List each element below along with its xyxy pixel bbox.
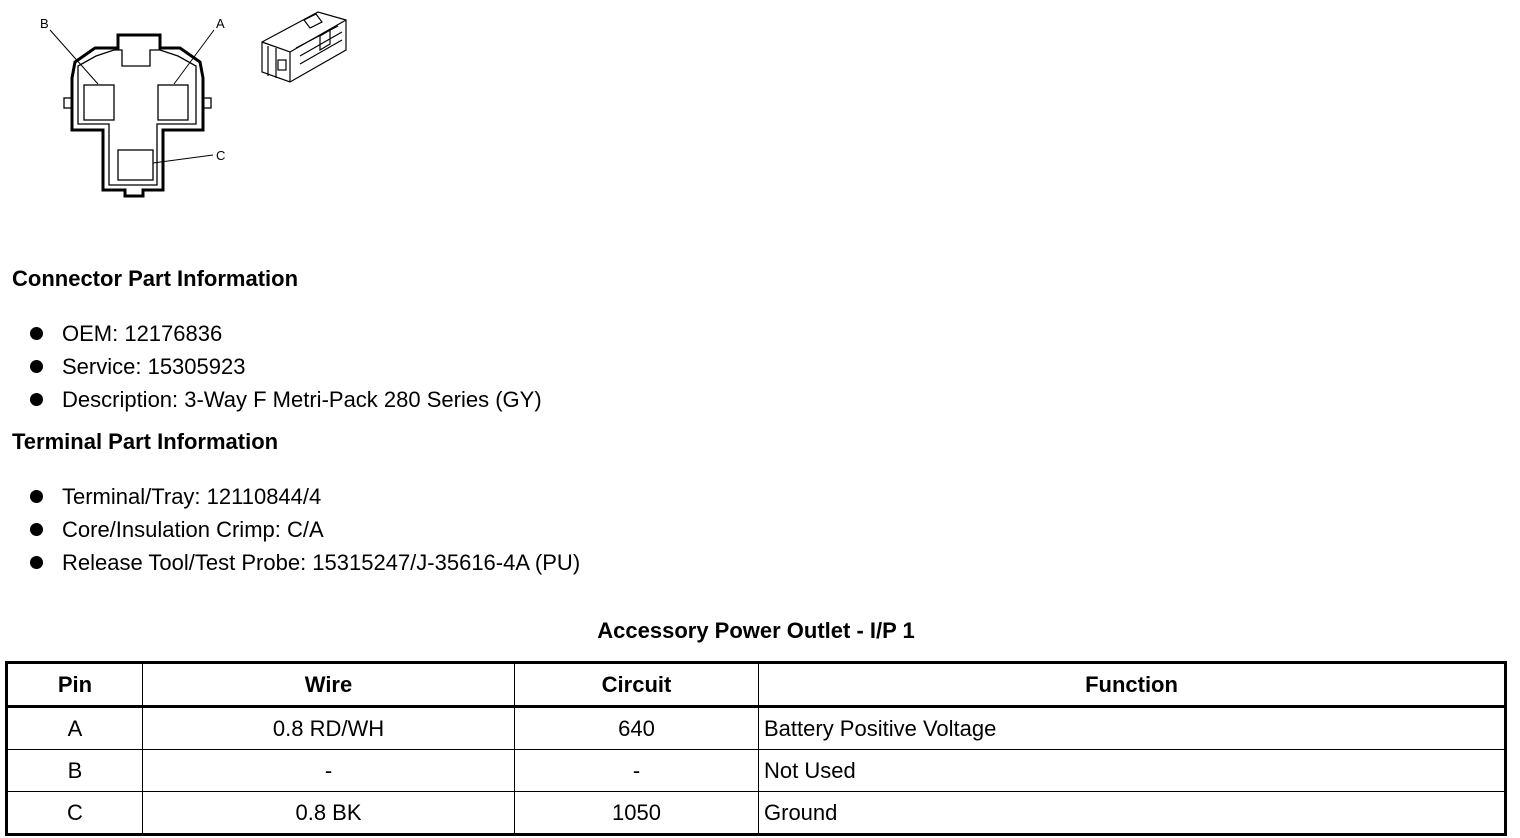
service-number: Service: 15305923	[62, 354, 246, 379]
terminal-part-info-list	[28, 480, 580, 579]
bullet-icon	[30, 523, 43, 536]
list-item	[28, 513, 580, 546]
crimp-info: Core/Insulation Crimp: C/A	[62, 517, 324, 542]
release-tool: Release Tool/Test Probe: 15315247/J-35616-4A (PU)	[62, 550, 581, 575]
cell-circuit: 640	[515, 707, 759, 750]
cell-circuit: 1050	[515, 792, 759, 835]
bullet-icon	[30, 393, 43, 406]
cell-wire: -	[143, 750, 515, 792]
oem-number: OEM: 12176836	[62, 321, 223, 346]
list-item	[28, 350, 542, 383]
terminal-part-info-heading: Terminal Part Information	[12, 429, 279, 454]
pinout-table-title: Accessory Power Outlet - I/P 1	[597, 618, 915, 643]
cell-wire: 0.8 BK	[143, 792, 515, 835]
terminal-tray: Terminal/Tray: 12110844/4	[62, 484, 322, 509]
bullet-icon	[30, 490, 43, 503]
header-function: Function	[759, 663, 1506, 707]
header-pin: Pin	[7, 663, 143, 707]
bullet-icon	[30, 327, 43, 340]
list-item	[28, 317, 542, 350]
leader-b	[50, 30, 98, 84]
pinout-table	[5, 661, 1507, 836]
list-item	[28, 480, 580, 513]
table-row	[7, 750, 1506, 792]
cavity-b	[84, 85, 114, 120]
bullet-icon	[30, 556, 43, 569]
list-item	[28, 546, 580, 579]
cell-wire: 0.8 RD/WH	[143, 707, 515, 750]
cavity-c	[118, 150, 153, 180]
cell-function: Battery Positive Voltage	[759, 707, 1506, 750]
cell-function: Not Used	[759, 750, 1506, 792]
connector-description: Description: 3-Way F Metri-Pack 280 Series (GY)	[62, 387, 542, 412]
bullet-icon	[30, 360, 43, 373]
connector-inner-outline	[78, 50, 196, 185]
header-wire: Wire	[143, 663, 515, 707]
table-row	[7, 707, 1506, 750]
pin-label-b: B	[40, 16, 49, 31]
connector-part-info-list	[28, 317, 542, 416]
header-circuit: Circuit	[515, 663, 759, 707]
connector-part-info-heading: Connector Part Information	[12, 266, 299, 291]
table-header-row	[7, 663, 1506, 707]
cell-pin: C	[7, 792, 143, 835]
cell-pin: A	[7, 707, 143, 750]
list-item	[28, 383, 542, 416]
pin-label-a: A	[216, 16, 225, 31]
table-row	[7, 792, 1506, 835]
pin-label-c: C	[216, 148, 226, 163]
cell-pin: B	[7, 750, 143, 792]
cell-circuit: -	[515, 750, 759, 792]
connector-3d-icon	[262, 12, 346, 82]
connector-face-view	[0, 0, 380, 210]
cell-function: Ground	[759, 792, 1506, 835]
connector-diagram	[0, 0, 380, 210]
cavity-a	[158, 85, 188, 120]
